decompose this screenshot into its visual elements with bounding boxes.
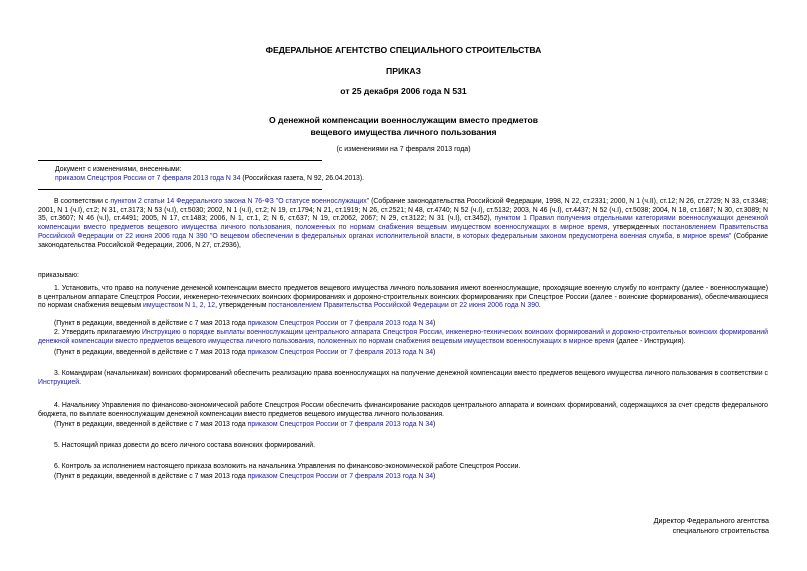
note4-link[interactable]: приказом Спецстроя России от 7 февраля 2013 года N 34 bbox=[247, 421, 434, 428]
order-word: приказываю: bbox=[38, 272, 79, 279]
signature-block bbox=[654, 516, 769, 536]
paragraph-5: 5. Настоящий приказ довести до всего личного состава воинских формирований. bbox=[54, 442, 316, 449]
p3-text-2: . bbox=[79, 378, 81, 386]
p1-link-resolution[interactable]: постановлением Правительства Российской Федерации от 22 июня 2006 года N 390 bbox=[268, 302, 539, 310]
note2-end: ) bbox=[433, 349, 436, 356]
changes-bottom-rule bbox=[38, 189, 322, 190]
preamble-link-resolution[interactable]: постановлением Правительства Российской Федерации от 22 июня 2006 года N 390 "О вещевом обеспечении в федеральных органах исполнительной власти, в которых федеральным законом предусмотрена военная служба, в мирное время" bbox=[38, 224, 768, 240]
note1-link[interactable]: приказом Спецстроя России от 7 февраля 2013 года N 34 bbox=[247, 320, 434, 327]
changes-line bbox=[55, 174, 364, 183]
p1-text-1: 1. Установить, что право на получение денежной компенсации вместо предметов вещевого имущества личного пользования имеют военнослужащие, проходящие военную службу по контракту (далее - военнослужащие) в центральном аппарате Спецстроя России, инженерно-технических воинских формированиях и дорожно-строительных воинских формированиях при Спецстрое России (далее - воинские формирования), обеспечивающиеся по нормам снабжения вещевым bbox=[38, 285, 768, 310]
edition-note: (с изменениями на 7 февраля 2013 года) bbox=[336, 146, 471, 153]
changes-block bbox=[55, 165, 364, 183]
title-line-1: О денежной компенсации военнослужащим вместо предметов bbox=[268, 115, 539, 125]
agency-heading: ФЕДЕРАЛЬНОЕ АГЕНТСТВО СПЕЦИАЛЬНОГО СТРОИТЕЛЬСТВА bbox=[265, 45, 542, 55]
preamble-link-rules[interactable]: пунктом 1 Правил получения отдельными категориями военнослужащих денежной компенсации вместо предметов вещевого имущества личного пользования, положенных по нормам снабжения вещевым имуществом военнослужащих в мирное время bbox=[38, 215, 768, 232]
p3-link-instruction[interactable]: Инструкцией bbox=[38, 378, 80, 386]
note-4 bbox=[38, 421, 768, 430]
p1-text-2: , утвержденным bbox=[215, 302, 269, 310]
p3-text-1: 3. Командирам (начальникам) воинских формирований обеспечить реализацию права военнослужащих на получение денежной компенсации вместо предметов вещевого имущества личного пользования в соответствии с bbox=[54, 370, 768, 377]
note-1 bbox=[38, 320, 768, 329]
p1-text-3: . bbox=[538, 302, 541, 310]
paragraph-1 bbox=[38, 285, 768, 311]
paragraph-6: 6. Контроль за исполнением настоящего приказа возложить на начальника Управления по финансово-экономической работе Спецстроя России. bbox=[54, 463, 521, 470]
changes-source: (Российская газета, N 92, 26.04.2013). bbox=[240, 175, 365, 182]
date-number-heading: от 25 декабря 2006 года N 531 bbox=[340, 86, 467, 96]
note4-end: ) bbox=[433, 421, 436, 428]
preamble-link-law[interactable]: пунктом 2 статьи 14 Федерального закона N 76-ФЗ "О статусе военнослужащих" bbox=[110, 198, 370, 205]
signature-line-2: специального строительства bbox=[672, 526, 769, 535]
signature-line-1: Директор Федерального агентства bbox=[653, 516, 769, 525]
note-2 bbox=[38, 349, 768, 358]
p2-text-2: (далее - Инструкция). bbox=[614, 337, 686, 345]
doc-type-heading: ПРИКАЗ bbox=[386, 66, 421, 76]
note4-text: (Пункт в редакции, введенной в действие с 7 мая 2013 года bbox=[54, 421, 248, 428]
note1-end: ) bbox=[433, 320, 436, 327]
title-line-2: вещевого имущества личного пользования bbox=[310, 127, 497, 137]
paragraph-2 bbox=[38, 329, 768, 346]
changes-top-rule bbox=[38, 160, 322, 161]
preamble-text-1: В соответствии с bbox=[54, 198, 111, 205]
preamble-text-4: (Собрание законодательства Российской Федерации, 2006, N 27, ст.2936), bbox=[38, 232, 768, 249]
note2-link[interactable]: приказом Спецстроя России от 7 февраля 2013 года N 34 bbox=[247, 349, 434, 356]
paragraph-4: 4. Начальнику Управления по финансово-экономической работе Спецстроя России обеспечить финансирование расходов центрального аппарата и воинских формирований, содержащихся за счет средств федерального бюджета, по выплате военнослужащим денежной компенсации вместо предметов вещевого имущества личного пользования. bbox=[38, 402, 768, 418]
p2-link-instruction[interactable]: Инструкцию о порядке выплаты военнослужащим центрального аппарата Спецстроя России, инженерно-технических воинских формирований и дорожно-строительных воинских формирований денежной компенсации вместо предметов вещевого имущества личного пользования, положенных по нормам снабжения вещевым имуществом военнослужащих в мирное время bbox=[38, 329, 768, 345]
note6-link[interactable]: приказом Спецстроя России от 7 февраля 2013 года N 34 bbox=[247, 473, 434, 480]
note6-text: (Пункт в редакции, введенной в действие с 7 мая 2013 года bbox=[54, 473, 248, 480]
p1-link-norms[interactable]: имуществом N 1, 2, 12 bbox=[142, 302, 216, 310]
note6-end: ) bbox=[433, 473, 436, 480]
changes-intro: Документ с изменениями, внесенными: bbox=[55, 166, 182, 173]
preamble-text-3: , утвержденных bbox=[607, 224, 663, 232]
paragraph-3 bbox=[38, 370, 768, 387]
note2-text: (Пункт в редакции, введенной в действие с 7 мая 2013 года bbox=[54, 349, 248, 356]
note-6 bbox=[38, 473, 768, 482]
note1-text: (Пункт в редакции, введенной в действие с 7 мая 2013 года bbox=[54, 320, 248, 327]
preamble-paragraph bbox=[38, 198, 768, 250]
changes-link[interactable]: приказом Спецстроя России от 7 февраля 2013 года N 34 bbox=[55, 175, 241, 182]
p2-text-1: 2. Утвердить прилагаемую bbox=[54, 329, 142, 336]
preamble-text-2: (Собрание законодательства Российской Федерации, 1998, N 22, ст.2331; 2000, N 1 (ч.II), ст.12; N 26, ст.2729; N 33, ст.3348; 2001, N 1 (ч.I), ст.2; N 31, ст.3173; N 53 (ч.I), ст.5030; 2002, N 1 (ч.I), ст.2; N 19, ст.1794; N 21, ст.1919; N 26, ст.2521; N 48, ст.4740; N 52 (ч.I), ст.5132; 2003, N 46 (ч.I), ст.4437; N 52 (ч.I), ст.5038; 2004, N 18, ст.1687; N 30, ст.3089; N 35, ст.3607; N 46 (ч.I), ст.4491; 2005, N 17, ст.1483; 2006, N 1, ст.1, 2; N 6, ст.637; N 19, ст.2062, 2067; N 29, ст.3122; N 31 (ч.I), ст.3452), bbox=[38, 198, 769, 223]
